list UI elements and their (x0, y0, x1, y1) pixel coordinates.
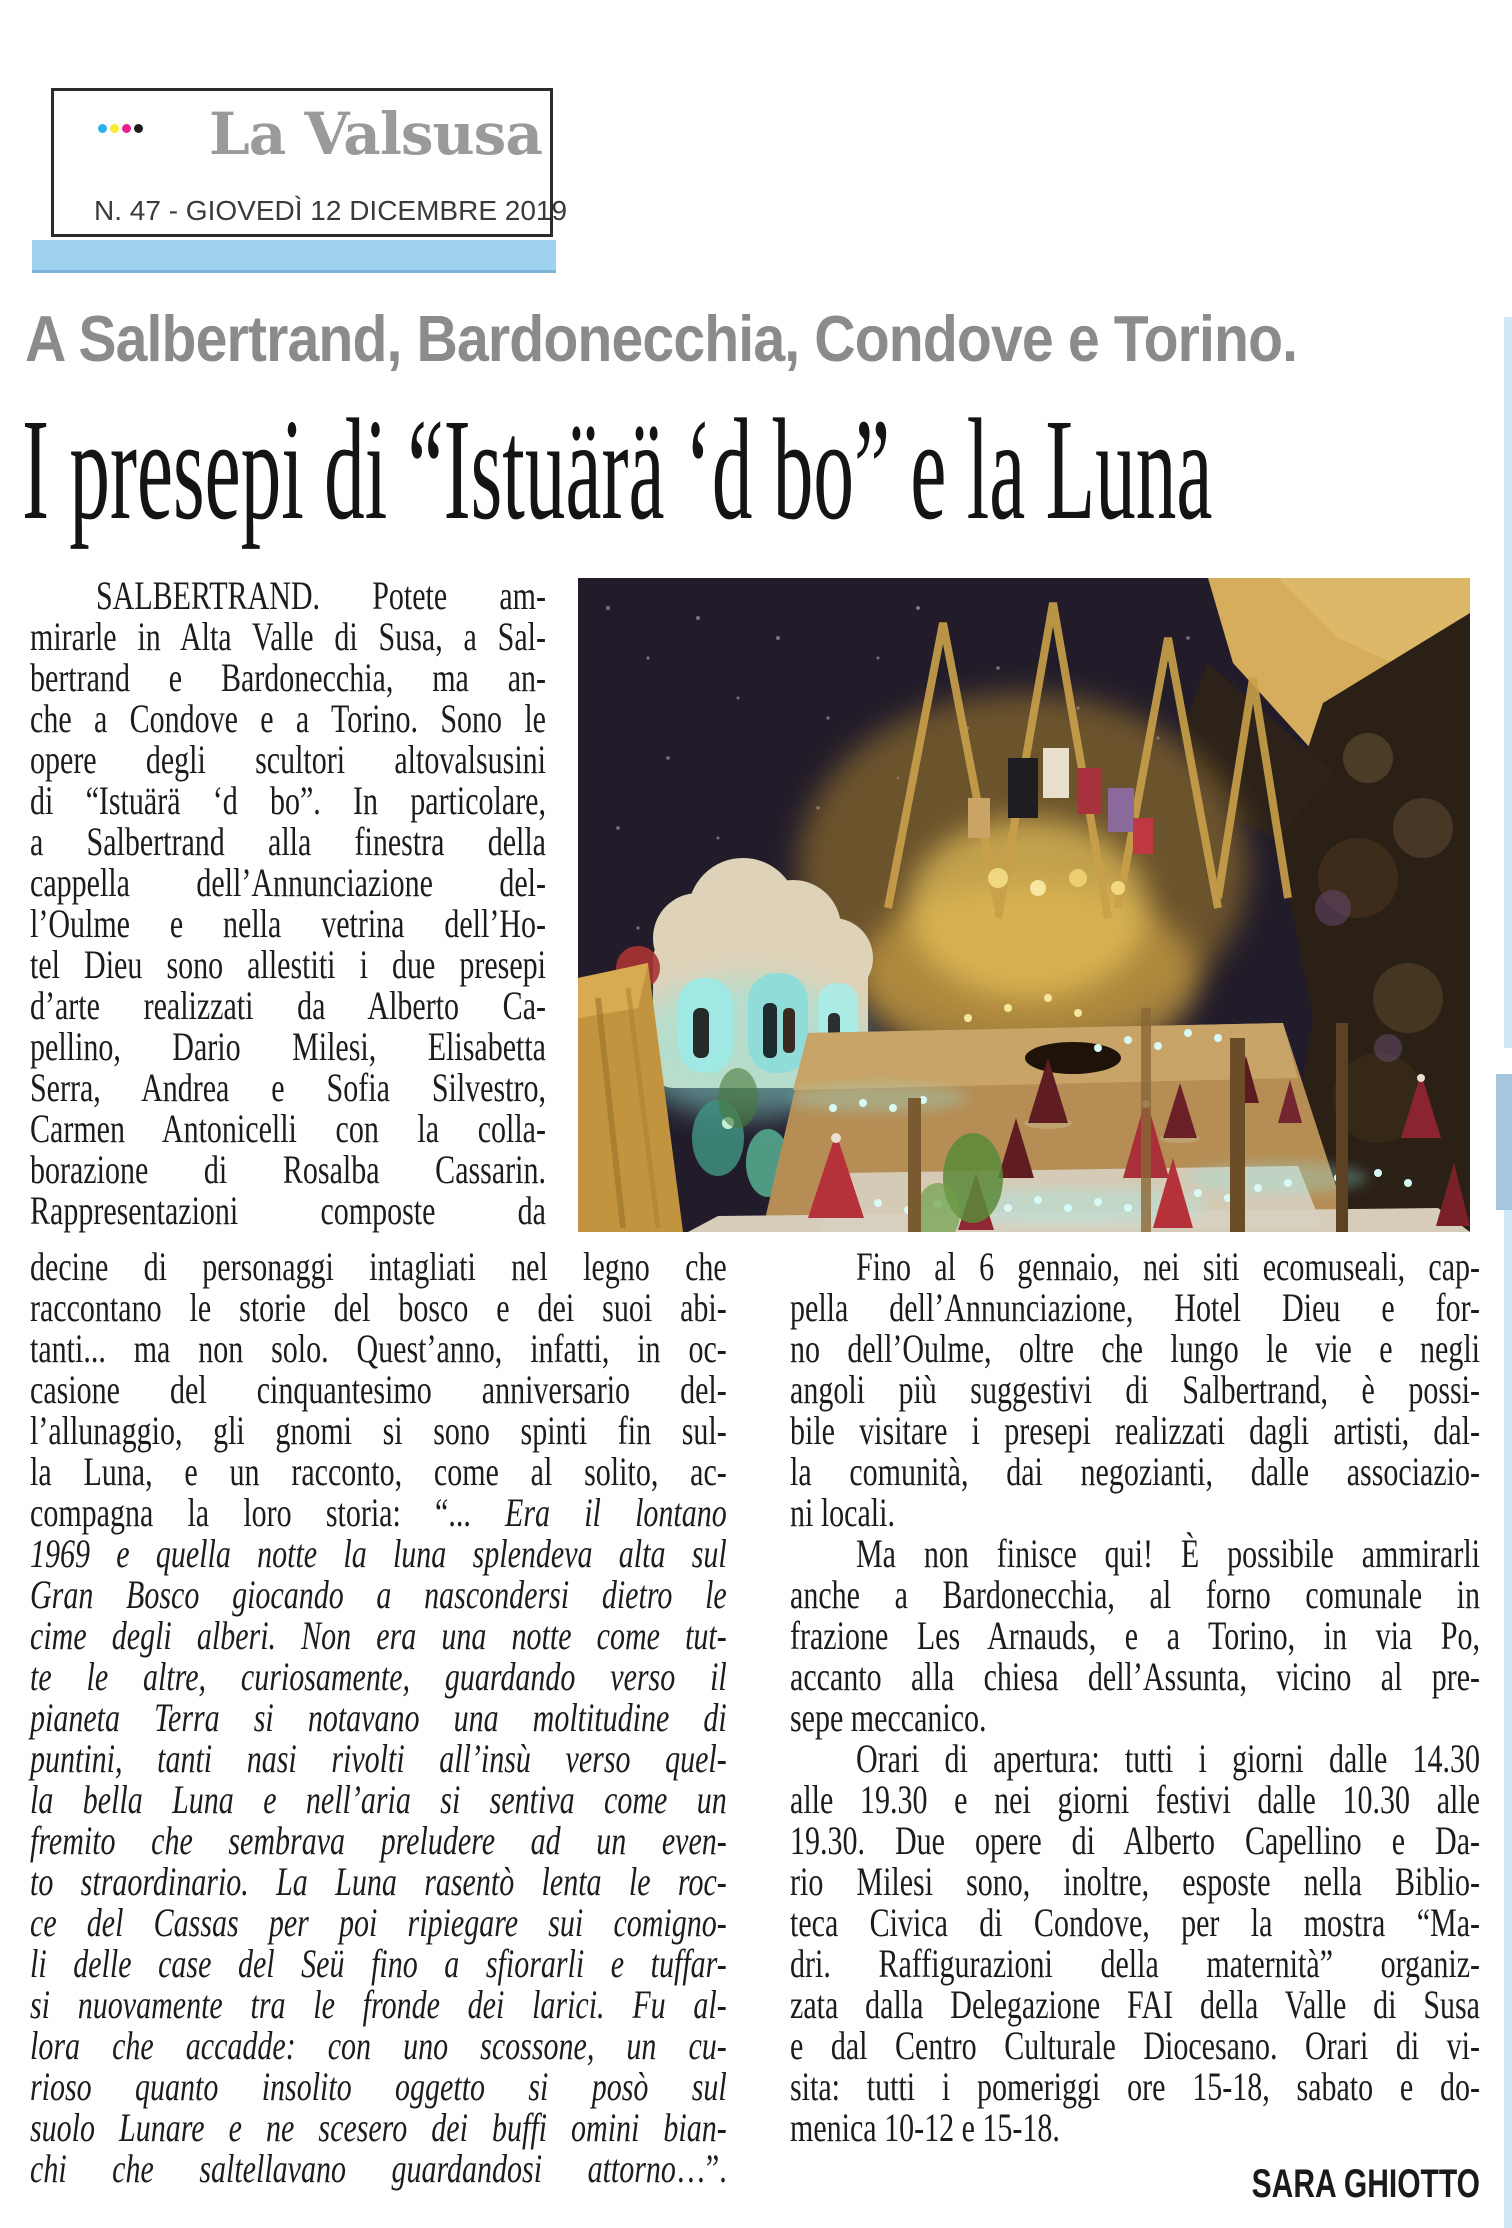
article-line: 19.30. Due opere di Alberto Capellino e Da- (790, 1818, 1480, 1863)
article-line: cime degli alberi. Non era una notte come tut- (30, 1613, 727, 1658)
article-line: cappella dell’Annunciazione del- (30, 860, 546, 905)
article-line: e dal Centro Culturale Diocesano. Orari di vi- (790, 2023, 1480, 2068)
article-line: fremito che sembrava preludere ad un even- (30, 1818, 727, 1863)
article-line: ce del Cassas per poi ripiegare sui comigno- (30, 1900, 727, 1945)
article-line: to straordinario. La Luna rasentò lenta le roc- (30, 1859, 727, 1904)
article-column-right (790, 1246, 1480, 2148)
article-line: sepe meccanico. (790, 1695, 987, 1740)
print-dot-icon (134, 124, 143, 133)
article-line: puntini, tanti nasi rivolti all’insù verso quel- (30, 1736, 727, 1781)
article-line: dri. Raffigurazioni della maternità” organiz- (790, 1941, 1480, 1986)
article-line: no dell’Oulme, oltre che lungo le vie e negli (790, 1326, 1480, 1371)
article-line: opere degli scultori altovalsusini (30, 737, 546, 782)
article-line: sita: tutti i pomeriggi ore 15-18, sabato e do- (790, 2064, 1480, 2109)
article-line: pella dell’Annunciazione, Hotel Dieu e for- (790, 1285, 1480, 1330)
page-edge-gap (1502, 1048, 1512, 1074)
article-line: 1969 e quella notte la luna splendeva alta sul (30, 1531, 727, 1576)
article-line: Orari di apertura: tutti i giorni dalle 14.30 (856, 1736, 1480, 1781)
article-line: Carmen Antonicelli con la colla- (30, 1106, 546, 1151)
article-line: casione del cinquantesimo anniversario del- (30, 1367, 727, 1412)
article-line: pianeta Terra si notavano una moltitudine di (30, 1695, 727, 1740)
article-line: l’Oulme e nella vetrina dell’Ho- (30, 901, 546, 946)
article-line: Ma non finisce qui! È possibile ammirarli (856, 1531, 1480, 1576)
article-line: lora che accadde: con uno scossone, un cu- (30, 2023, 727, 2068)
article-line: decine di personaggi intagliati nel legno che (30, 1244, 727, 1289)
article-line: suolo Lunare e ne scesero dei buffi omini bian- (30, 2105, 727, 2150)
page-edge-strip (1504, 317, 1512, 2228)
article-line: tel Dieu sono allestiti i due presepi (30, 942, 546, 987)
masthead-box (51, 88, 568, 237)
article-line: zata dalla Delegazione FAI della Valle di Susa (790, 1982, 1480, 2027)
article-line: borazione di Rosalba Cassarin. (30, 1147, 546, 1192)
article-line: Fino al 6 gennaio, nei siti ecomuseali, cap- (856, 1244, 1480, 1289)
article-line: te le altre, curiosamente, guardando verso il (30, 1654, 727, 1699)
article-line: si nuovamente tra le fronde dei larici. Fu al- (30, 1982, 727, 2027)
article-line: rioso quanto insolito oggetto si posò sul (30, 2064, 727, 2109)
article-line: d’arte realizzati da Alberto Ca- (30, 983, 546, 1028)
article-column-intro (30, 575, 546, 1231)
main-headline: I presepi di “Istuärä ‘d bo” e la Luna (22, 390, 1213, 550)
article-line: frazione Les Arnauds, e a Torino, in via Po, (790, 1613, 1480, 1658)
article-line: menica 10-12 e 15-18. (790, 2105, 1060, 2150)
article-line: Serra, Andrea e Sofia Silvestro, (30, 1065, 546, 1110)
article-line: raccontano le storie del bosco e dei suoi abi- (30, 1285, 727, 1330)
article-line: Rappresentazioni composte da (30, 1188, 546, 1233)
article-line: compagna la loro storia: “... Era il lontano (30, 1490, 727, 1535)
issue-date-line: N. 47 - GIOVEDÌ 12 DICEMBRE 2019 (94, 195, 568, 226)
cmyk-registration-dots-icon (98, 124, 143, 133)
article-line: la Luna, e un racconto, come al solito, ac- (30, 1449, 727, 1494)
print-dot-icon (122, 124, 131, 133)
article-line: bertrand e Bardonecchia, ma an- (30, 655, 546, 700)
article-line: accanto alla chiesa dell’Assunta, vicino al pre- (790, 1654, 1480, 1699)
article-line: tanti... ma non solo. Quest’anno, infatti, in oc- (30, 1326, 727, 1371)
print-dot-icon (110, 124, 119, 133)
article-line: di “Istuärä ‘d bo”. In particolare, (30, 778, 546, 823)
article-line: che a Condove e a Torino. Sono le (30, 696, 546, 741)
nativity-scene-illustration (578, 578, 1470, 1232)
masthead-blue-bar (32, 240, 556, 273)
article-line: bile visitare i presepi realizzati dagli artisti, dal- (790, 1408, 1480, 1453)
kicker-headline: A Salbertrand, Bardonecchia, Condove e Torino. (25, 302, 1298, 375)
newspaper-brand: La Valsusa (209, 100, 542, 168)
article-line: l’allunaggio, gli gnomi si sono spinti fin sul- (30, 1408, 727, 1453)
article-line: teca Civica di Condove, per la mostra “Ma- (790, 1900, 1480, 1945)
article-line: angoli più suggestivi di Salbertrand, è possi- (790, 1367, 1480, 1412)
article-line: a Salbertrand alla finestra della (30, 819, 546, 864)
article-line: ni locali. (790, 1490, 895, 1535)
article-line: mirarle in Alta Valle di Susa, a Sal- (30, 614, 546, 659)
page-edge-block (1496, 1074, 1512, 1210)
article-line: rio Milesi sono, inoltre, esposte nella Biblio- (790, 1859, 1480, 1904)
article-line: li delle case del Seü fino a sfiorarli e tuffar- (30, 1941, 727, 1986)
article-line: SALBERTRAND. Potete am- (96, 573, 546, 618)
article-line: alle 19.30 e nei giorni festivi dalle 10.30 alle (790, 1777, 1480, 1822)
article-line: Gran Bosco giocando a nascondersi dietro le (30, 1572, 727, 1617)
author-byline: SARA GHIOTTO (1251, 2162, 1480, 2206)
article-line: anche a Bardonecchia, al forno comunale in (790, 1572, 1480, 1617)
article-line: la bella Luna e nell’aria si sentiva come un (30, 1777, 727, 1822)
article-line: la comunità, dai negozianti, dalle associazio- (790, 1449, 1480, 1494)
print-dot-icon (98, 124, 107, 133)
nativity-scene-photo (578, 578, 1470, 1232)
article-line: pellino, Dario Milesi, Elisabetta (30, 1024, 546, 1069)
article-column-left (30, 1246, 727, 2189)
article-line: chi che saltellavano guardandosi attorno…”. (30, 2146, 727, 2191)
